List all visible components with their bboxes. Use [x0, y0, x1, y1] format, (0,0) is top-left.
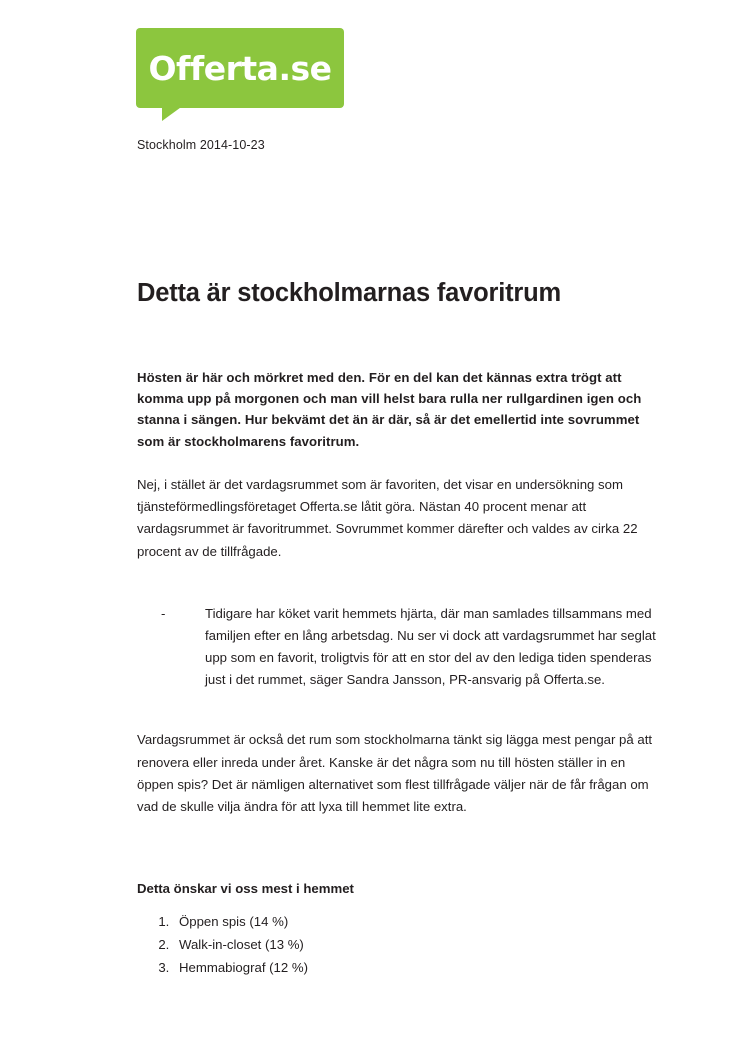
body-paragraph-1: Nej, i stället är det vardagsrummet som är favoriten, det visar en undersökning som tjänsteförmedlingsföretaget Offerta.se låtit göra. Nästan 40 procent menar att vardagsrummet är favoritrummet. Sovrummet kommer därefter och valdes av cirka 22 procent av de tillfrågade. — [137, 477, 638, 559]
dateline: Stockholm 2014-10-23 — [137, 138, 265, 152]
pull-quote — [137, 603, 657, 692]
wishlist-list — [137, 911, 657, 979]
logo-wordmark: Offerta.se — [148, 48, 332, 88]
logo-speech-bubble — [136, 28, 344, 108]
offerta-logo — [136, 28, 344, 108]
body-paragraph-2: Vardagsrummet är också det rum som stockholmarna tänkt sig lägga mest pengar på att renovera eller inreda under året. Kanske är det några som nu till hösten ställer in en öppen spis? Det är nämligen alternativet som flest tillfrågade väljer när de får frågan om vad de skulle vilja ändra för att lyxa till hemmet lite extra. — [137, 732, 653, 814]
list-item: 1. Öppen spis (14 %) — [173, 911, 657, 934]
list-item: 2. Walk-in-closet (13 %) — [173, 934, 657, 957]
section-subheading: Detta önskar vi oss mest i hemmet — [137, 881, 354, 897]
lead-paragraph: Hösten är här och mörkret med den. För en del kan det kännas extra trögt att komma upp på morgonen och man vill helst bara rulla ner rullgardinen igen och stanna i sängen. Hur bekvämt det än är där, så är det emellertid inte sovrummet som är stockholmarens favoritrum. — [137, 369, 642, 449]
quote-dash: - — [161, 605, 166, 621]
page-title: Detta är stockholmarnas favoritrum — [137, 279, 561, 307]
document-content — [137, 278, 657, 979]
list-item: 3. Hemmabiograf (12 %) — [173, 957, 657, 980]
quote-text: Tidigare har köket varit hemmets hjärta, där man samlades tillsammans med familjen efter en lång arbetsdag. Nu ser vi dock att vardagsrummet har seglat upp som en favorit, troligtvis för att en stor del av den lediga tiden spenderas just i det rummet, säger Sandra Jansson, PR-ansvarig på Offerta.se. — [205, 605, 656, 688]
